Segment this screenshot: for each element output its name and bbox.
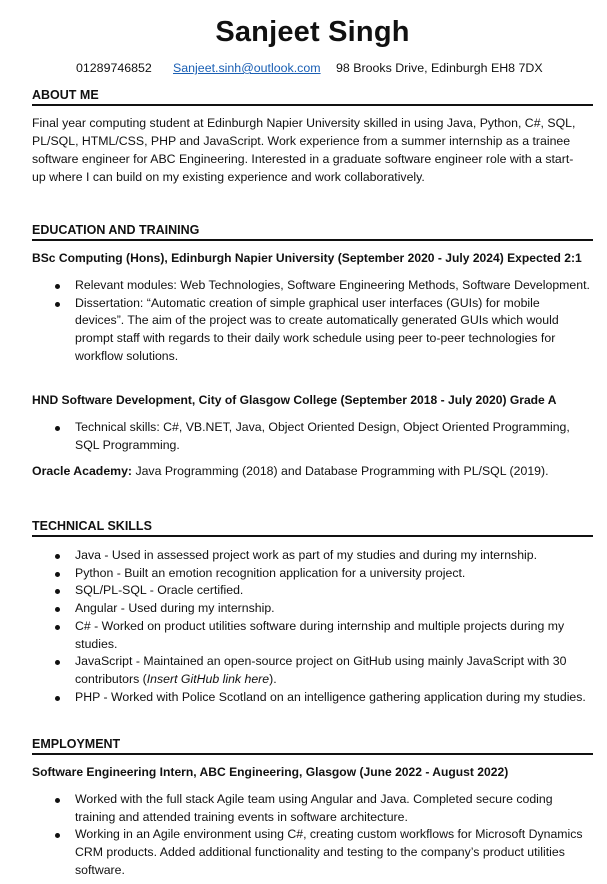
bsc-heading: BSc Computing (Hons), Edinburgh Napier University (September 2020 - July 2024) Expected 2:1 (32, 251, 582, 265)
employment-bullets (32, 791, 592, 880)
email-link[interactable]: Sanjeet.sinh@outlook.com (173, 61, 321, 75)
list-item: Dissertation: “Automatic creation of simple graphical user interfaces (GUIs) for mobile devices”. The aim of the project was to create automatically generated GUIs which would prompt staff with regards to their daily work schedule using peer to-peer technologies for workflow solutions. (32, 295, 592, 366)
about-paragraph: Final year computing student at Edinburgh Napier University skilled in using Java, Python, C#, SQL, PL/SQL, HTML/CSS, PHP and JavaScript. Work experience from a summer internship as a trainee software engineer for ABC Engineering. Interested in a graduate software engineer role with a start-up where I can build on my existing experience and work collaboratively. (32, 116, 576, 184)
address: 98 Brooks Drive, Edinburgh EH8 7DX (336, 61, 543, 75)
phone-number: 01289746852 (76, 61, 152, 75)
about-section-title: ABOUT ME (32, 88, 593, 106)
list-item: Python - Built an emotion recognition application for a university project. (32, 565, 592, 583)
list-item (32, 653, 592, 688)
oracle-text: Java Programming (2018) and Database Programming with PL/SQL (2019). (132, 464, 549, 478)
skills-section-title: TECHNICAL SKILLS (32, 519, 593, 537)
oracle-label: Oracle Academy: (32, 464, 133, 478)
list-item: SQL/PL-SQL - Oracle certified. (32, 582, 592, 600)
list-item: Worked with the full stack Agile team using Angular and Java. Completed secure coding training and attended training events in software architecture. (32, 791, 592, 826)
list-item: Angular - Used during my internship. (32, 600, 592, 618)
oracle-academy-line (32, 464, 549, 478)
js-prefix: JavaScript - Maintained an open-source project on GitHub using mainly JavaScript with 30 contributors ( (75, 654, 567, 686)
candidate-name: Sanjeet Singh (215, 16, 410, 48)
list-item: C# - Worked on product utilities software during internship and multiple projects during my studies. (32, 618, 592, 653)
hnd-bullets (32, 419, 592, 454)
github-link-placeholder: Insert GitHub link here (146, 671, 270, 686)
list-item: PHP - Worked with Police Scotland on an intelligence gathering application during my studies. (32, 689, 592, 707)
job-heading: Software Engineering Intern, ABC Engineering, Glasgow (June 2022 - August 2022) (32, 765, 509, 779)
bsc-bullets (32, 277, 592, 366)
hnd-heading: HND Software Development, City of Glasgow College (September 2018 - July 2020) Grade A (32, 393, 557, 407)
education-section-title: EDUCATION AND TRAINING (32, 223, 593, 241)
skills-bullets (32, 547, 592, 706)
list-item: Working in an Agile environment using C#, creating custom workflows for Microsoft Dynamics CRM products. Added additional functionality and testing to the company’s product utilities software. (32, 826, 592, 879)
list-item: Technical skills: C#, VB.NET, Java, Object Oriented Design, Object Oriented Programming, SQL Programming. (32, 419, 592, 454)
employment-section-title: EMPLOYMENT (32, 737, 593, 755)
list-item: Relevant modules: Web Technologies, Software Engineering Methods, Software Development. (32, 277, 592, 295)
js-suffix: ). (269, 671, 277, 686)
list-item: Java - Used in assessed project work as part of my studies and during my internship. (32, 547, 592, 565)
